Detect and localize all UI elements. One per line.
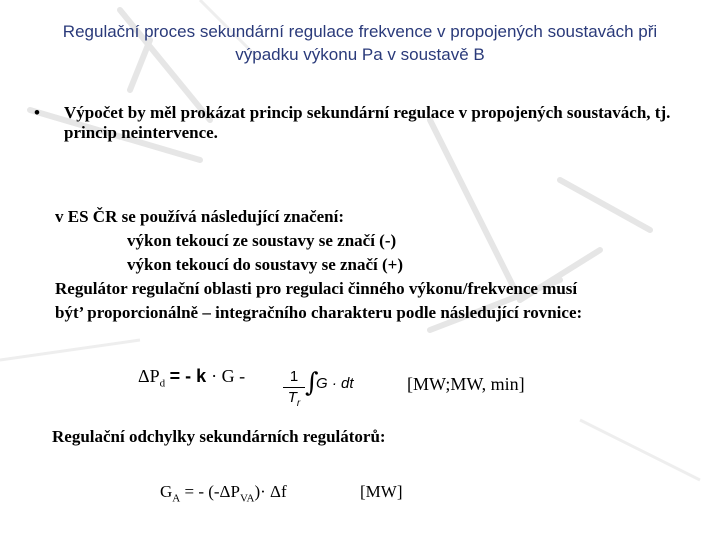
eq2-rhs-sub: VA [239, 492, 255, 505]
eq2-lhs: G [160, 482, 173, 501]
notation-block [55, 205, 705, 325]
equation-deviation [160, 482, 287, 504]
eq1-frac-den: T [287, 389, 297, 406]
eq1-mid: · G - [211, 366, 246, 386]
eq2-rhs-a: = - (-ΔP [180, 482, 240, 501]
eq2-lhs-sub: A [172, 492, 181, 505]
eq1-frac-num: 1 [289, 368, 299, 385]
eq1-units: [MW;MW, min] [407, 374, 525, 394]
slide-title: Regulační proces sekundární regulace frekvence v propojených soustavách při výpadku výkonu Pa v soustavě B [62, 22, 658, 64]
notation-outflow: výkon tekoucí ze soustavy se značí (-) [127, 231, 397, 250]
equation-pi-regulator [138, 366, 245, 390]
deviation-heading: Regulační odchylky sekundárních regulátorů: [52, 427, 386, 446]
bullet-marker: • [34, 103, 40, 122]
eq1-op: = - k [169, 366, 212, 386]
notation-inflow: výkon tekoucí do soustavy se značí (+) [127, 255, 404, 274]
eq2-rhs-b: )· Δf [254, 482, 287, 501]
integral-sign: ∫ [305, 368, 319, 398]
eq1-lhs-sub: d [159, 377, 166, 390]
regulator-statement-1: Regulátor regulační oblasti pro regulaci činného výkonu/frekvence musí [55, 279, 578, 298]
eq1-integrand: G · dt [316, 375, 354, 392]
eq1-fraction [283, 368, 305, 413]
eq1-frac-bar [283, 387, 305, 388]
eq2-units: [MW] [360, 482, 403, 501]
eq1-frac-den-sub: r [296, 398, 301, 409]
eq1-lhs: ΔP [138, 366, 160, 386]
notation-intro: v ES ČR se používá následující značení: [55, 207, 345, 226]
bullet-text: Výpočet by měl prokázat princip sekundární regulace v propojených soustavách, tj. princip neintervence. [64, 103, 671, 142]
regulator-statement-2: být’ proporcionálně – integračního charakteru podle následující rovnice: [55, 303, 583, 322]
